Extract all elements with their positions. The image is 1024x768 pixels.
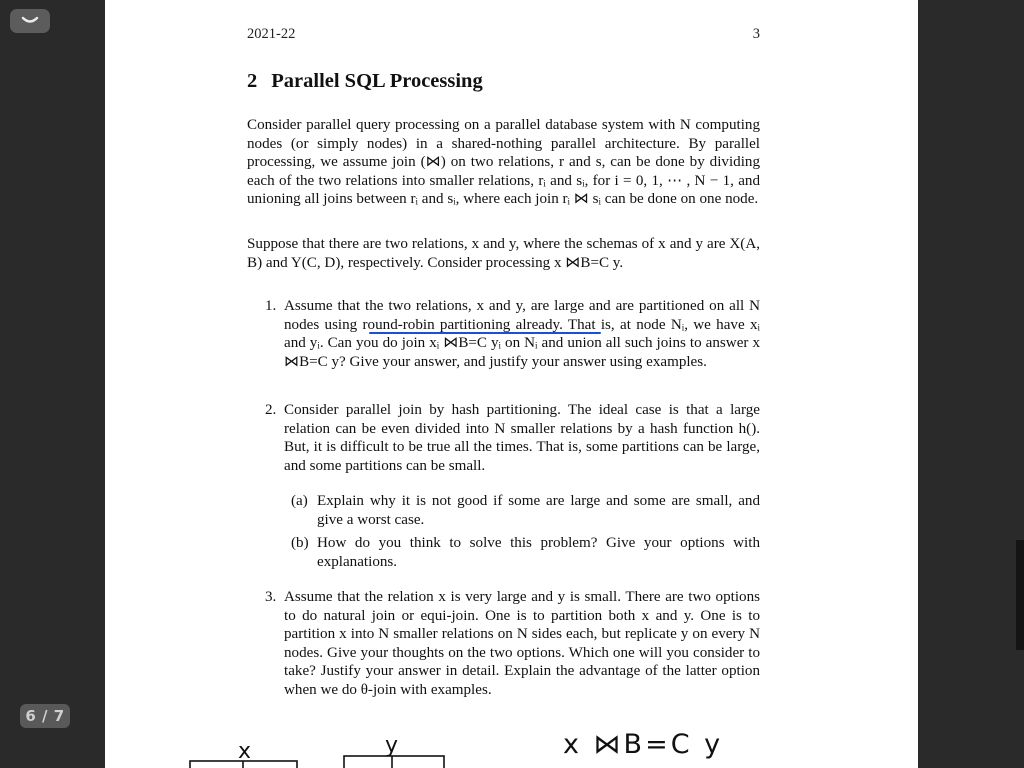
document-page xyxy=(105,0,918,768)
question-2a-text: Explain why it is not good if some are large and some are small, and give a worst case. xyxy=(317,493,760,528)
paragraph-schemas: Suppose that there are two relations, x and y, where the schemas of x and y are X(A, B) and Y(C, D), respectively. Consider processing x ⋈B=C y. xyxy=(247,236,760,271)
section-title-text: Parallel SQL Processing xyxy=(271,70,483,92)
sketch-expression: x ⋈B=C y xyxy=(563,729,724,760)
section-number: 2 xyxy=(247,70,258,92)
page-number: 3 xyxy=(752,26,760,42)
question-2-label: 2. xyxy=(265,402,277,418)
paragraph-intro: Consider parallel query processing on a parallel database system with N computing nodes (or simply nodes) in a shared-nothing parallel architecture. By parallel processing, we assume join (⋈) on two relations, r and s, can be done by dividing each of the two relations into smaller relations, rᵢ and sᵢ, for i = 0, 1, ⋯ , N − 1, and unioning all joins between rᵢ and sᵢ, where each join rᵢ ⋈ sᵢ can be done on one node. xyxy=(247,117,760,207)
sketch-box-y xyxy=(344,756,444,768)
running-header xyxy=(247,26,760,43)
question-1-label: 1. xyxy=(265,298,277,314)
page-counter: 6 / 7 xyxy=(20,704,70,728)
question-3-text: Assume that the relation x is very large and y is small. There are two options to do natural join or equi-join. One is to partition both x and y. One is to partition x into N smaller relations on N sides each, but replicate y on every N nodes. Give your thoughts on the two options. Which one will you consider to take? Justify your answer in detail. Explain the advantage of the latter option when we do θ-join with examples. xyxy=(284,589,760,698)
question-3-label: 3. xyxy=(265,589,277,605)
question-2-text: Consider parallel join by hash partitioning. The ideal case is that a large relation can be even divided into N smaller relations by a hash function h(). But, it is difficult to be true all the times. That is, some partitions can be large, and some partitions can be small. xyxy=(284,402,760,474)
scrollbar[interactable] xyxy=(1016,540,1024,650)
chevron-down-icon xyxy=(21,16,39,26)
question-2b-text: How do you think to solve this problem? Give your options with explanations. xyxy=(317,535,760,570)
sketch-box-x xyxy=(190,761,297,768)
collapse-toolbar-button[interactable] xyxy=(10,9,50,33)
section-title xyxy=(247,70,483,93)
question-2b-label: (b) xyxy=(291,535,309,551)
header-date: 2021-22 xyxy=(247,26,296,42)
question-2a-label: (a) xyxy=(291,493,308,509)
sketch-label-x: x xyxy=(238,739,252,764)
sketch-label-y: y xyxy=(385,733,399,758)
highlight-underline xyxy=(369,332,601,334)
question-1-text: Assume that the two relations, x and y, are large and are partitioned on all N nodes using round-robin partitioning already. That is, at node Nᵢ, we have xᵢ and yᵢ. Can you do join xᵢ ⋈B=C yᵢ on Nᵢ and union all such joins to answer x ⋈B=C y? Give your answer, and justify your answer using examples. xyxy=(284,298,760,370)
